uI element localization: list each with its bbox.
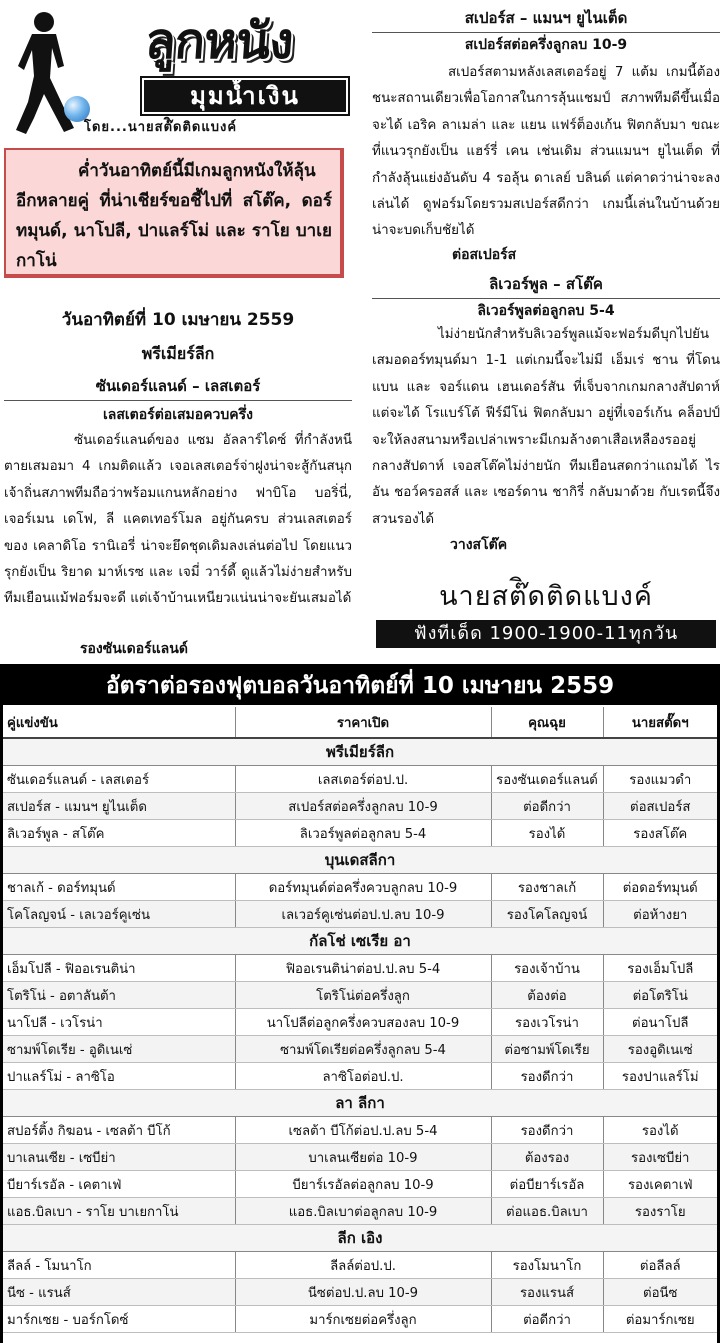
tipster-1-pick-cell: ต่อดีกว่า bbox=[491, 1306, 603, 1333]
tipster-2-pick-cell: ต่อลีลล์ bbox=[603, 1252, 717, 1279]
match-cell: นีซ - แรนส์ bbox=[3, 1279, 235, 1306]
column-header-match: คู่แข่งขัน bbox=[3, 707, 235, 738]
tipster-2-pick-cell: รองเซบีย่า bbox=[603, 1144, 717, 1171]
tipster-1-pick-cell: รองชาลเก้ bbox=[491, 874, 603, 901]
opening-odds-cell: บาเลนเซียต่อ 10-9 bbox=[235, 1144, 491, 1171]
match-cell: โคโลญจน์ - เลเวอร์คูเซ่น bbox=[3, 901, 235, 928]
opening-odds-cell: นีซต่อป.ป.ลบ 10-9 bbox=[235, 1279, 491, 1306]
tipster-1-pick-cell: ต้องต่อ bbox=[491, 982, 603, 1009]
match-cell: ซามพ์โดเรีย - อูดิเนเซ่ bbox=[3, 1036, 235, 1063]
table-row bbox=[3, 1063, 717, 1090]
tipster-2-pick-cell: ต่อดอร์ทมุนด์ bbox=[603, 874, 717, 901]
table-row bbox=[3, 793, 717, 820]
opening-odds-cell: ซามพ์โดเรียต่อครึ่งลูกลบ 5-4 bbox=[235, 1036, 491, 1063]
opening-odds-cell: ลาซิโอต่อป.ป. bbox=[235, 1063, 491, 1090]
table-row bbox=[3, 1306, 717, 1333]
match-cell: ซันเดอร์แลนด์ - เลสเตอร์ bbox=[3, 766, 235, 793]
intro-box bbox=[4, 148, 344, 278]
tipster-2-pick-cell: รองเคตาเฟ่ bbox=[603, 1171, 717, 1198]
odds-table bbox=[3, 707, 717, 1333]
logo-subtitle: มุมน้ำเงิน bbox=[140, 76, 350, 116]
table-row bbox=[3, 1144, 717, 1171]
league-name: กัลโช่ เซเรีย อา bbox=[3, 928, 717, 955]
tipster-2-pick-cell: รองเอ็มโปลี bbox=[603, 955, 717, 982]
column-header-opening-odds: ราคาเปิด bbox=[235, 707, 491, 738]
match-cell: ลิเวอร์พูล - สโต๊ค bbox=[3, 820, 235, 847]
tipster-2-pick-cell: รองสโต๊ค bbox=[603, 820, 717, 847]
tipster-1-pick-cell: ต่อซามพ์โดเรีย bbox=[491, 1036, 603, 1063]
match-title: ลิเวอร์พูล – สโต๊ค bbox=[372, 270, 720, 299]
tipster-1-pick-cell: รองดีกว่า bbox=[491, 1117, 603, 1144]
match-cell: บียาร์เรอัล - เคตาเฟ่ bbox=[3, 1171, 235, 1198]
opening-odds-cell: ลิเวอร์พูลต่อลูกลบ 5-4 bbox=[235, 820, 491, 847]
tipster-2-pick-cell: รองอูดิเนเซ่ bbox=[603, 1036, 717, 1063]
match-title: สเปอร์ส – แมนฯ ยูไนเต็ด bbox=[372, 4, 720, 33]
opening-odds-cell: เซลต้า บีโก้ต่อป.ป.ลบ 5-4 bbox=[235, 1117, 491, 1144]
match-cell: บาเลนเซีย - เซบีย่า bbox=[3, 1144, 235, 1171]
match-handicap: เลสเตอร์ต่อเสมอควบครึ่ง bbox=[102, 407, 253, 423]
odds-table-title: อัตราต่อรองฟุตบอลวันอาทิตย์ที่ 10 เมษายน 2559 bbox=[3, 667, 717, 705]
match-analysis: สเปอร์สตามหลังเลสเตอร์อยู่ 7 แต้ม เกมนี้ต้องชนะสถานเดียวเพื่อโอกาสในการลุ้นแชมป์ สภาพทีมดีขึ้นเมื่อจะได้ เอริค ลาเมล่า และ แยน แฟร์ต็องเก้น ฟิตกลับมา ขณะที่แนวรุกยังเป็น แฮร์รี่ เคน เช่นเดิม ส่วนแมนฯ ยูไนเต็ด ที่กำลังลุ้นแย่งอันดับ 4 รอลุ้น ดาเลย์ บลินด์ แต่คาดว่าน่าจะลงเล่นได้ ดูฟอร์มโดยรวมสเปอร์สดีกว่า เกมนี้เล่นในบ้านด้วย น่าจะบดเก็บชัยได้ bbox=[372, 65, 720, 239]
match-cell: นาโปลี - เวโรน่า bbox=[3, 1009, 235, 1036]
tipster-1-pick-cell: รองเวโรน่า bbox=[491, 1009, 603, 1036]
match-verdict: รองซันเดอร์แลนด์ bbox=[80, 641, 188, 657]
league-name: บุนเดสลีกา bbox=[3, 847, 717, 874]
opening-odds-cell: เลสเตอร์ต่อป.ป. bbox=[235, 766, 491, 793]
tipster-2-pick-cell: รองได้ bbox=[603, 1117, 717, 1144]
opening-odds-cell: ดอร์ทมุนด์ต่อครึ่งควบลูกลบ 10-9 bbox=[235, 874, 491, 901]
match-cell: สเปอร์ส - แมนฯ ยูไนเต็ด bbox=[3, 793, 235, 820]
tipster-1-pick-cell: รองได้ bbox=[491, 820, 603, 847]
league-row bbox=[3, 928, 717, 955]
match-handicap: สเปอร์สต่อครึ่งลูกลบ 10-9 bbox=[464, 37, 628, 53]
league-name: ลา ลีกา bbox=[3, 1090, 717, 1117]
odds-table-body bbox=[3, 738, 717, 1333]
table-row bbox=[3, 1009, 717, 1036]
article-date: วันอาทิตย์ที่ 10 เมษายน 2559 bbox=[61, 310, 295, 330]
league-row bbox=[3, 1090, 717, 1117]
tipster-1-pick-cell: รองโมนาโก bbox=[491, 1252, 603, 1279]
intro-text: ค่ำวันอาทิตย์นี้มีเกมลูกหนังให้ลุ้นอีกหลายคู่ ที่น่าเชียร์ขอชี้ไปที่ สโต๊ค, ดอร์ทมุนด์, นาโปลี, ปาแลร์โม่ และ ราโย บาเยกาโน่ bbox=[16, 161, 332, 271]
match-cell: สปอร์ติ้ง กิฆอน - เซลต้า บีโก้ bbox=[3, 1117, 235, 1144]
league-name: ลีก เอิง bbox=[3, 1225, 717, 1252]
match-handicap: ลิเวอร์พูลต่อลูกลบ 5-4 bbox=[477, 303, 615, 319]
match-cell: เอ็มโปลี - ฟิออเรนติน่า bbox=[3, 955, 235, 982]
opening-odds-cell: นาโปลีต่อลูกครึ่งควบสองลบ 10-9 bbox=[235, 1009, 491, 1036]
match-analysis: ซันเดอร์แลนด์ของ แซม อัลลาร์ไดซ์ ที่กำลังหนีตายเสมอมา 4 เกมติดแล้ว เจอเลสเตอร์จ่าฝูงน่าจะสู้กันสนุก เจ้าถิ่นสภาพทีมถือว่าพร้อมแกนหลักอย่าง ฟาบิโอ บอริ่นี่, เจอร์เมน เดโฟ, ลี แคตเทอร์โมล อยู่กันครบ ส่วนเลสเตอร์ของ เคลาดิโอ รานิเอรี่ น่าจะยึดชุดเดิมลงเล่นต่อไป โดยแนวรุกยังเป็น ริยาด มาห์เรซ และ เจมี่ วาร์ดี้ ดูแล้วไม่ง่ายสำหรับทีมเยือนแม้ฟอร์มจะดี แต่เจ้าบ้านเหนียวแน่นน่าจะยันเสมอได้ bbox=[4, 433, 352, 607]
match-analysis: ไม่ง่ายนักสำหรับลิเวอร์พูลแม้จะฟอร์มดีบุกไปยันเสมอดอร์ทมุนด์มา 1-1 แต่เกมนี้จะไม่มี เอ็มเร่ ชาน ที่โดนแบน และ จอร์แดน เฮนเดอร์สัน ที่เจ็บจากเกมกลางสัปดาห์ แต่จะได้ โรแบร์โต้ ฟีร์มีโน่ ฟิตกลับมา อยู่ที่เจอร์เก้น คล็อปป์ จะให้ลงสนามหรือเปล่าเพราะมีเกมล้างตาเสือเหลืองรออยู่กลางสัปดาห์ เจอสโต๊คไม่ง่ายนัก ทีมเยือนสดกว่าแถมได้ ไรอัน ชอว์ครอสส์ และ เซอร์ดาน ชากิรี่ กลับมาด้วย กับเรตนี้จึงสวนรองได้ bbox=[372, 327, 720, 527]
tipster-1-pick-cell: รองเจ้าบ้าน bbox=[491, 955, 603, 982]
match-title: ซันเดอร์แลนด์ – เลสเตอร์ bbox=[4, 372, 352, 401]
tipster-2-pick-cell: รองแมวดำ bbox=[603, 766, 717, 793]
match-cell: ปาแลร์โม่ - ลาซิโอ bbox=[3, 1063, 235, 1090]
league-row bbox=[3, 847, 717, 874]
league-heading: พรีเมียร์ลีก bbox=[141, 344, 215, 363]
match-verdict: วางสโต๊ค bbox=[450, 537, 508, 553]
tipster-2-pick-cell: ต่อมาร์กเซย bbox=[603, 1306, 717, 1333]
tipster-2-pick-cell: รองราโย bbox=[603, 1198, 717, 1225]
tipster-2-pick-cell: ต่อโตริโน่ bbox=[603, 982, 717, 1009]
opening-odds-cell: แอธ.บิลเบาต่อลูกลบ 10-9 bbox=[235, 1198, 491, 1225]
match-cell: โตริโน่ - อตาลันต้า bbox=[3, 982, 235, 1009]
table-row bbox=[3, 766, 717, 793]
table-row bbox=[3, 1252, 717, 1279]
odds-table-panel bbox=[0, 664, 720, 1343]
table-row bbox=[3, 1198, 717, 1225]
table-row bbox=[3, 955, 717, 982]
tipster-1-pick-cell: ต่อบียาร์เรอัล bbox=[491, 1171, 603, 1198]
table-header-row bbox=[3, 707, 717, 738]
opening-odds-cell: ลีลล์ต่อป.ป. bbox=[235, 1252, 491, 1279]
opening-odds-cell: โตริโน่ต่อครึ่งลูก bbox=[235, 982, 491, 1009]
tipster-2-pick-cell: ต่อห้างยา bbox=[603, 901, 717, 928]
tipster-2-pick-cell: ต่อนาโปลี bbox=[603, 1009, 717, 1036]
tipster-2-pick-cell: รองปาแลร์โม่ bbox=[603, 1063, 717, 1090]
table-row bbox=[3, 1279, 717, 1306]
table-row bbox=[3, 982, 717, 1009]
tipster-1-pick-cell: รองซันเดอร์แลนด์ bbox=[491, 766, 603, 793]
newspaper-column-logo bbox=[0, 0, 370, 142]
league-name: พรีเมียร์ลีก bbox=[3, 738, 717, 766]
opening-odds-cell: บียาร์เรอัลต่อลูกลบ 10-9 bbox=[235, 1171, 491, 1198]
tipster-2-pick-cell: ต่อนีซ bbox=[603, 1279, 717, 1306]
logo-byline: โดย...นายสต๊ิดติดแบงค์ bbox=[84, 120, 238, 135]
table-row bbox=[3, 1036, 717, 1063]
opening-odds-cell: มาร์กเซยต่อครึ่งลูก bbox=[235, 1306, 491, 1333]
opening-odds-cell: สเปอร์สต่อครึ่งลูกลบ 10-9 bbox=[235, 793, 491, 820]
match-cell: ชาลเก้ - ดอร์ทมุนด์ bbox=[3, 874, 235, 901]
opening-odds-cell: เลเวอร์คูเซ่นต่อป.ป.ลบ 10-9 bbox=[235, 901, 491, 928]
tipster-1-pick-cell: รองแรนส์ bbox=[491, 1279, 603, 1306]
table-row bbox=[3, 820, 717, 847]
opening-odds-cell: ฟิออเรนติน่าต่อป.ป.ลบ 5-4 bbox=[235, 955, 491, 982]
tipster-1-pick-cell: ต่อดีกว่า bbox=[491, 793, 603, 820]
match-verdict: ต่อสเปอร์ส bbox=[452, 247, 517, 263]
column-header-tipster-2: นายสตั๊ดฯ bbox=[603, 707, 717, 738]
match-cell: ลีลล์ - โมนาโก bbox=[3, 1252, 235, 1279]
match-cell: แอธ.บิลเบา - ราโย บาเยกาโน่ bbox=[3, 1198, 235, 1225]
tipster-1-pick-cell: ต่อแอธ.บิลเบา bbox=[491, 1198, 603, 1225]
tipster-1-pick-cell: ต้องรอง bbox=[491, 1144, 603, 1171]
table-row bbox=[3, 1117, 717, 1144]
tipster-2-pick-cell: ต่อสเปอร์ส bbox=[603, 793, 717, 820]
tipster-1-pick-cell: รองโคโลญจน์ bbox=[491, 901, 603, 928]
league-row bbox=[3, 738, 717, 766]
match-cell: มาร์กเซย - บอร์กโดซ์ bbox=[3, 1306, 235, 1333]
table-row bbox=[3, 1171, 717, 1198]
column-header-tipster-1: คุณฉุย bbox=[491, 707, 603, 738]
tipster-1-pick-cell: รองดีกว่า bbox=[491, 1063, 603, 1090]
hotline-banner: ฟังทีเด็ด 1900-1900-11ทุกวัน bbox=[376, 620, 716, 648]
logo-title: ลูกหนัง bbox=[143, 12, 295, 70]
columnist-name: นายสต๊ิดติดแบงค์ bbox=[439, 581, 653, 612]
table-row bbox=[3, 874, 717, 901]
league-row bbox=[3, 1225, 717, 1252]
table-row bbox=[3, 901, 717, 928]
